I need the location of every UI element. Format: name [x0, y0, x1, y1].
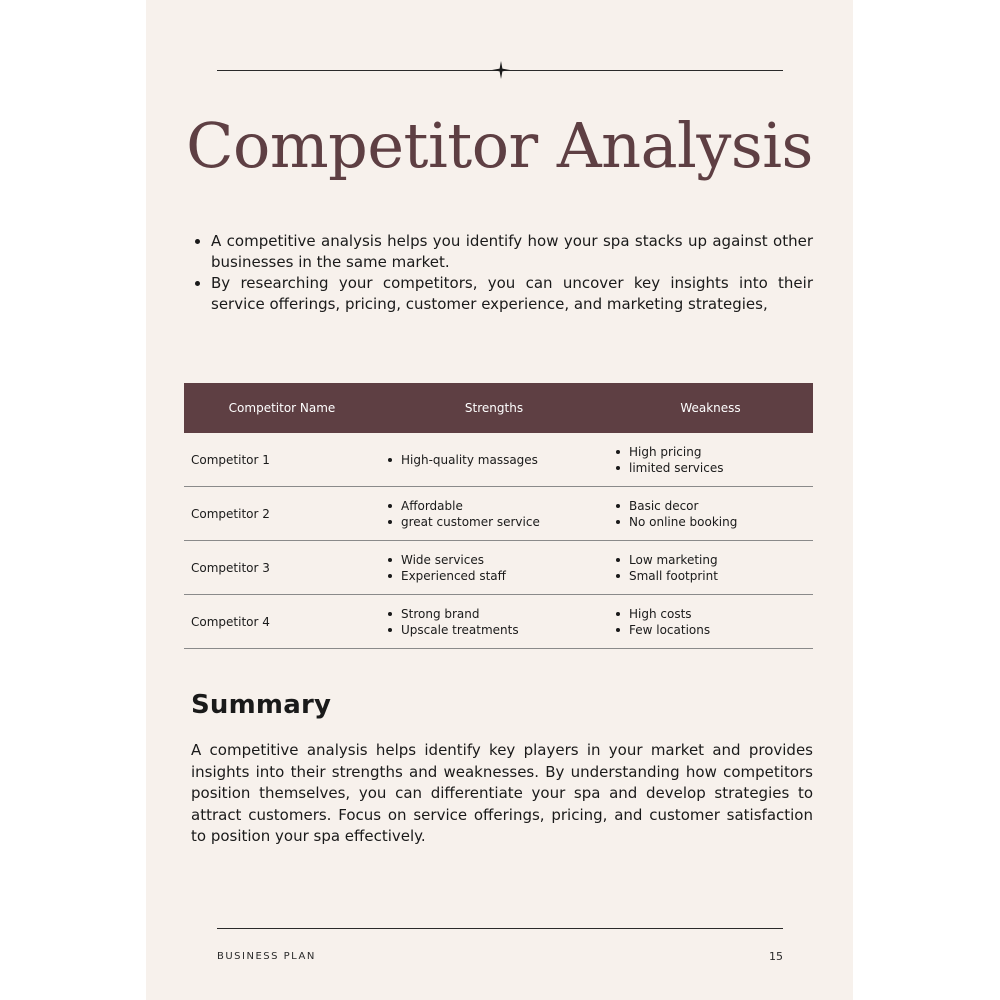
column-header-strengths: Strengths [380, 383, 608, 433]
column-header-weakness: Weakness [608, 383, 813, 433]
weakness-item: Low marketing [615, 552, 813, 568]
summary-heading: Summary [191, 690, 332, 720]
strengths-cell [380, 487, 608, 541]
intro-bullet: By researching your competitors, you can uncover key insights into their service offerings, pricing, customer experience, and marketing strategies, [191, 273, 813, 315]
table-header-row [184, 383, 813, 433]
four-point-star-icon [492, 61, 510, 79]
column-header-name: Competitor Name [184, 383, 380, 433]
table-row [184, 487, 813, 541]
intro-bullet-list [191, 231, 813, 315]
weakness-item: High costs [615, 606, 813, 622]
competitor-name-cell: Competitor 3 [184, 541, 380, 595]
weakness-item: limited services [615, 460, 813, 476]
weakness-cell [608, 541, 813, 595]
table-row [184, 541, 813, 595]
weakness-item: Basic decor [615, 498, 813, 514]
weakness-cell [608, 595, 813, 649]
document-page [146, 0, 853, 1000]
strength-item: Wide services [387, 552, 608, 568]
strengths-cell [380, 541, 608, 595]
weakness-item: Few locations [615, 622, 813, 638]
strengths-cell [380, 433, 608, 487]
competitor-name-cell: Competitor 4 [184, 595, 380, 649]
intro-bullet: A competitive analysis helps you identify how your spa stacks up against other businesses in the same market. [191, 231, 813, 273]
bottom-divider [217, 928, 783, 929]
competitor-name-cell: Competitor 2 [184, 487, 380, 541]
page-title: Competitor Analysis [186, 109, 813, 182]
weakness-item: Small footprint [615, 568, 813, 584]
weakness-item: High pricing [615, 444, 813, 460]
strength-item: High-quality massages [387, 452, 608, 468]
strength-item: Upscale treatments [387, 622, 608, 638]
weakness-item: No online booking [615, 514, 813, 530]
strength-item: Affordable [387, 498, 608, 514]
strengths-cell [380, 595, 608, 649]
weakness-cell [608, 433, 813, 487]
competitor-table [184, 383, 813, 649]
summary-paragraph: A competitive analysis helps identify key players in your market and provides insights into their strengths and weaknesses. By understanding how competitors position themselves, you can differentiate your spa and develop strategies to attract customers. Focus on service offerings, pricing, and customer satisfaction to position your spa effectively. [191, 741, 813, 845]
weakness-cell [608, 487, 813, 541]
strength-item: Strong brand [387, 606, 608, 622]
competitor-name-cell: Competitor 1 [184, 433, 380, 487]
table-row [184, 595, 813, 649]
table-row [184, 433, 813, 487]
page-number: 15 [769, 950, 783, 963]
strength-item: great customer service [387, 514, 608, 530]
strength-item: Experienced staff [387, 568, 608, 584]
footer-label: BUSINESS PLAN [217, 951, 316, 962]
